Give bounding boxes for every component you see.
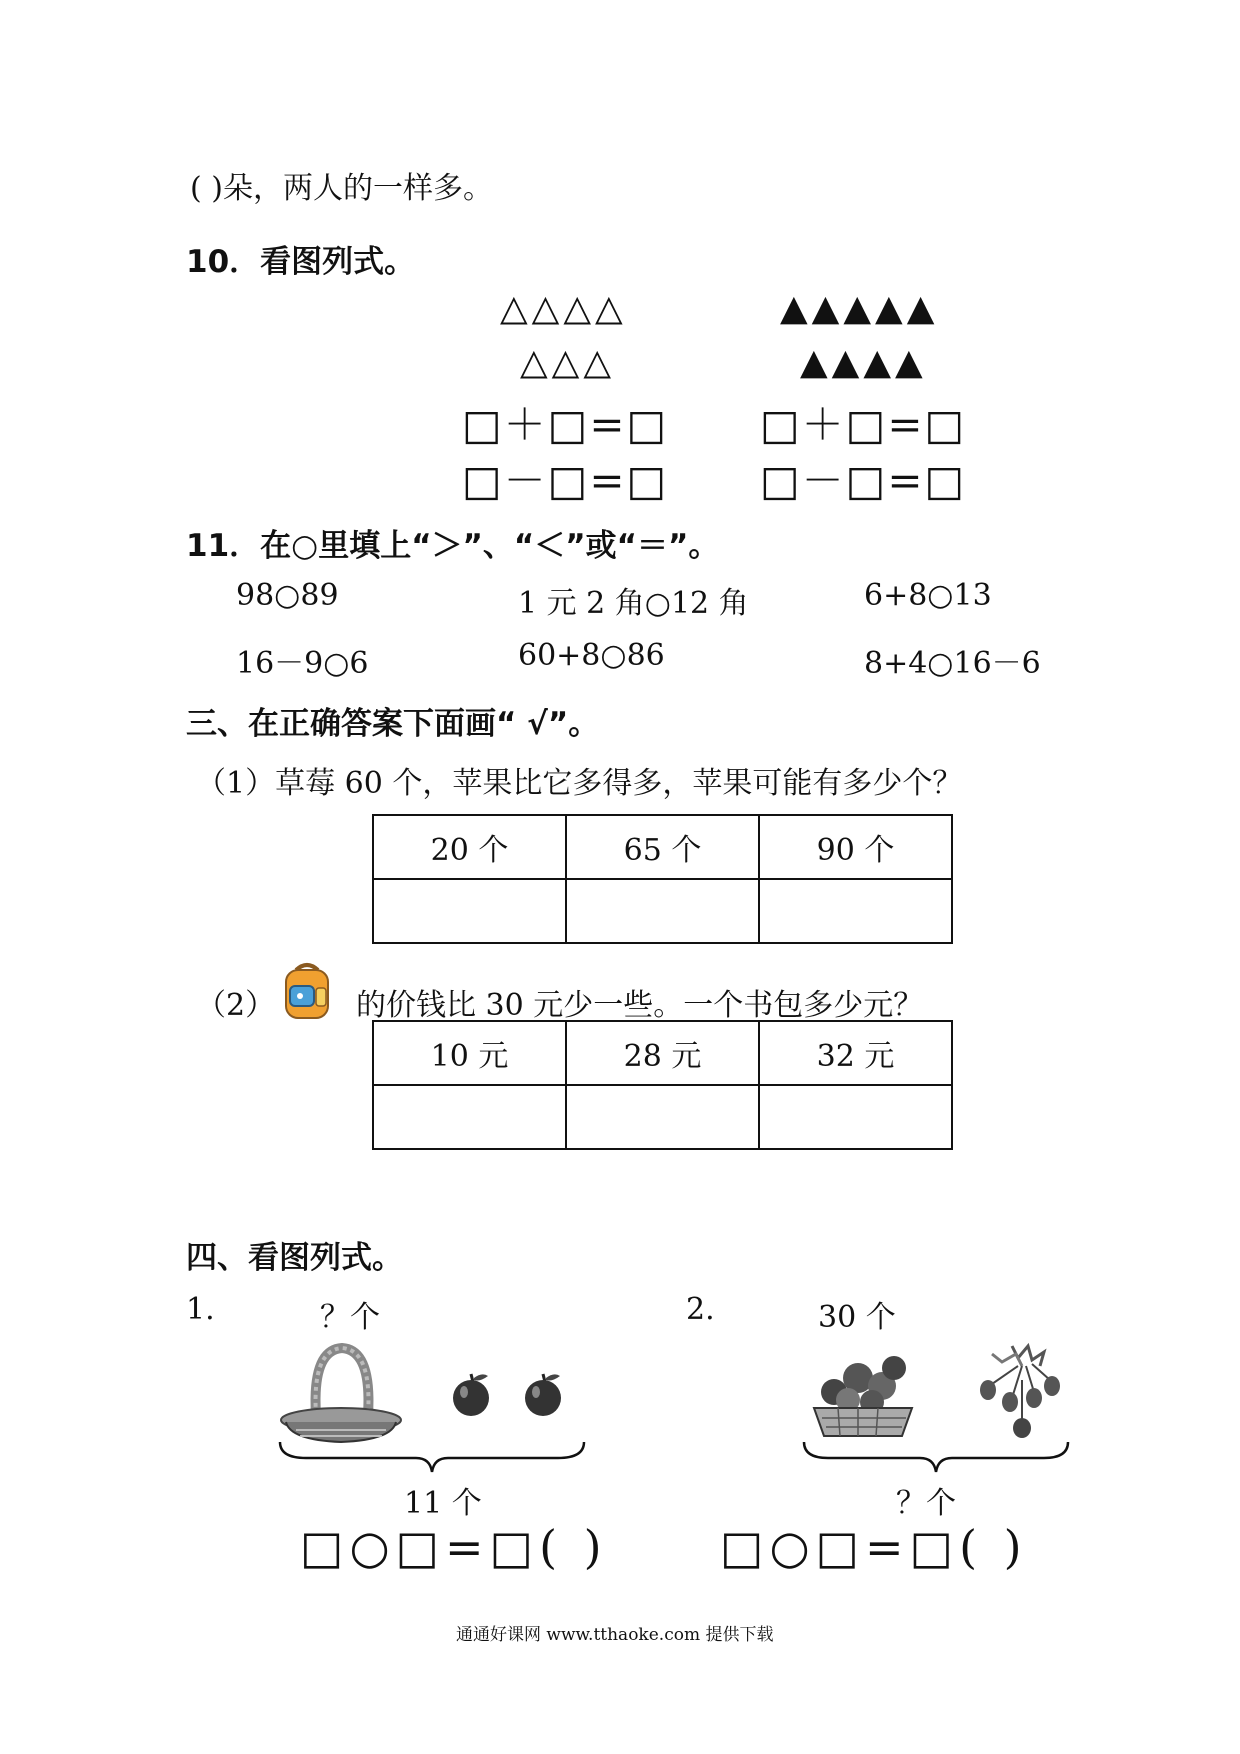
problem2-unknown-label: ？个 [896, 1486, 956, 1521]
footer-credit: 通通好课网 www.tthaoke.com 提供下载 [456, 1625, 774, 1645]
top-line: ( )朵，两人的一样多。 [190, 171, 493, 206]
black-triangles-row1: ▲▲▲▲▲ [780, 288, 939, 329]
problem2-equation[interactable]: □○□=□( ) [720, 1520, 1028, 1574]
q1-option: 65 个 [566, 815, 759, 879]
compare-item[interactable]: 1 元 2 角○12 角 [518, 586, 749, 621]
q11-title: 11．在○里填上“＞”、“＜”或“＝”。 [186, 528, 720, 564]
brace-icon [276, 1438, 588, 1476]
q1-check-cell[interactable] [566, 879, 759, 943]
q10-right-sub-equation[interactable]: □－□=□ [760, 456, 967, 505]
strawberry-basket-icon [808, 1348, 918, 1440]
q1-option: 90 个 [759, 815, 952, 879]
q1-check-cell[interactable] [759, 879, 952, 943]
white-triangles-row2: △△△ [520, 342, 616, 383]
compare-item[interactable]: 8+4○16－6 [864, 646, 1041, 681]
problem1-number: 1. [186, 1292, 215, 1327]
problem1-unknown-label: ？个 [320, 1300, 380, 1335]
q10-right-add-equation[interactable]: □＋□=□ [760, 400, 967, 449]
q10-title: 10．看图列式。 [186, 244, 416, 280]
section4-title: 四、看图列式。 [186, 1240, 403, 1276]
schoolbag-icon [278, 960, 336, 1022]
apple-icon [446, 1368, 496, 1418]
compare-item[interactable]: 16－9○6 [236, 646, 369, 681]
problem2-known-label: 30 个 [818, 1300, 896, 1335]
compare-item[interactable]: 98○89 [236, 578, 339, 613]
q2-option: 32 元 [759, 1021, 952, 1085]
black-triangles-row2: ▲▲▲▲ [800, 342, 927, 383]
apple-icon [518, 1368, 568, 1418]
q2-answer-table [372, 1020, 953, 1150]
q1-question: （1）草莓 60 个，苹果比它多得多，苹果可能有多少个？ [196, 766, 963, 801]
compare-item[interactable]: 6+8○13 [864, 578, 992, 613]
q1-option: 20 个 [373, 815, 566, 879]
q2-check-cell[interactable] [759, 1085, 952, 1149]
compare-item[interactable]: 60+8○86 [518, 638, 665, 673]
q2-check-cell[interactable] [373, 1085, 566, 1149]
q2-question: 的价钱比 30 元少一些。一个书包多少元？ [356, 988, 924, 1023]
brace-icon [800, 1438, 1072, 1476]
q2-option: 10 元 [373, 1021, 566, 1085]
strawberry-plant-icon [972, 1340, 1062, 1440]
q10-left-sub-equation[interactable]: □－□=□ [462, 456, 669, 505]
q10-left-add-equation[interactable]: □＋□=□ [462, 400, 669, 449]
section3-title: 三、在正确答案下面画“ √”。 [186, 706, 600, 742]
q2-number: （2） [196, 988, 276, 1023]
q2-option: 28 元 [566, 1021, 759, 1085]
problem1-equation[interactable]: □○□=□( ) [300, 1520, 608, 1574]
q1-check-cell[interactable] [373, 879, 566, 943]
problem1-total-label: 11 个 [404, 1486, 482, 1521]
white-triangles-row1: △△△△ [500, 288, 627, 329]
problem2-number: 2. [686, 1292, 715, 1327]
q2-check-cell[interactable] [566, 1085, 759, 1149]
q1-answer-table [372, 814, 953, 944]
basket-icon [276, 1340, 406, 1448]
